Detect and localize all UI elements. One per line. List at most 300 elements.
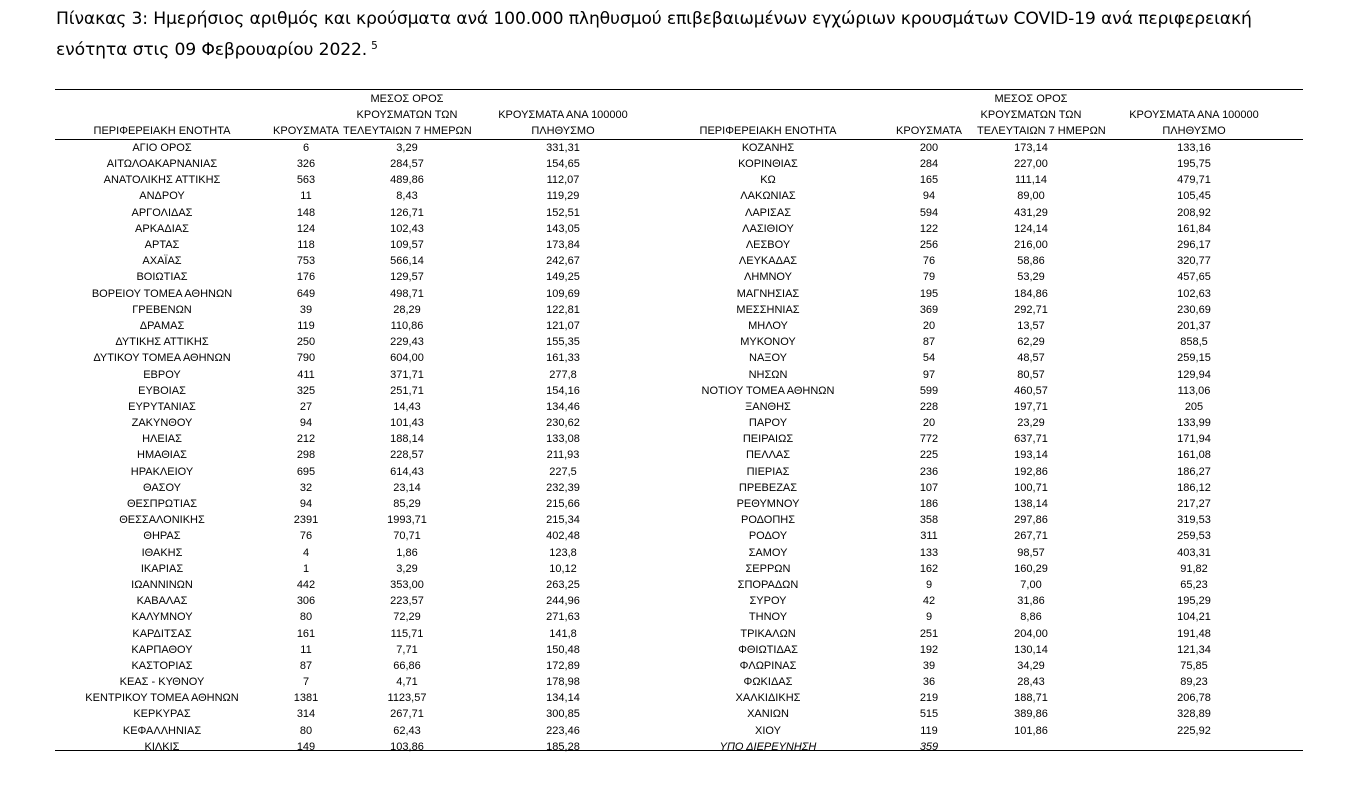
cases-cell: 359 (919, 740, 939, 753)
region-cell: ΘΑΣΟΥ (142, 481, 182, 494)
avg-7-days-cell: 124,14 (1014, 222, 1048, 235)
region-cell: ΜΗΛΟΥ (748, 319, 788, 332)
cases-cell: 133 (919, 546, 939, 559)
region-cell: ΚΟΖΑΝΗΣ (741, 142, 795, 154)
table-row (55, 609, 1303, 625)
cases-cell: 186 (919, 498, 939, 511)
cases-cell: 165 (919, 174, 939, 187)
table-top-rule (55, 89, 1303, 90)
table-row (55, 302, 1303, 318)
cases-cell: 87 (299, 659, 313, 672)
table-row (55, 593, 1303, 609)
avg-7-days-cell: 216,00 (1014, 239, 1048, 252)
per-100k-cell: 259,15 (1177, 352, 1211, 365)
region-cell: ΑΓΙΟ ΟΡΟΣ (132, 142, 192, 154)
region-cell: ΜΑΓΝΗΣΙΑΣ (736, 287, 800, 300)
avg-7-days-cell: 101,86 (1014, 724, 1048, 737)
region-cell: ΘΕΣΣΑΛΟΝΙΚΗΣ (119, 514, 205, 527)
per-100k-cell: 89,23 (1180, 676, 1208, 689)
cases-cell: 2391 (293, 514, 319, 527)
per-100k-cell: 230,62 (546, 417, 580, 430)
cases-cell: 76 (922, 255, 936, 268)
cases-cell: 1381 (293, 692, 319, 705)
per-100k-cell: 178,98 (546, 676, 580, 689)
table-row (55, 496, 1303, 512)
per-100k-cell: 143,05 (546, 222, 580, 235)
table-row (55, 399, 1303, 415)
avg-7-days-cell: 173,14 (1014, 142, 1048, 154)
cases-cell: 236 (919, 465, 939, 478)
region-cell: ΑΝΑΤΟΛΙΚΗΣ ΑΤΤΙΚΗΣ (103, 174, 221, 187)
table-row (55, 447, 1303, 463)
cases-cell: 20 (922, 319, 936, 332)
per-100k-cell: 161,84 (1177, 222, 1211, 235)
header-cases: ΚΡΟΥΣΜΑΤΑ (269, 91, 343, 140)
table-row (55, 140, 1303, 157)
region-cell: ΤΡΙΚΑΛΩΝ (740, 627, 796, 640)
cases-cell: 306 (296, 595, 316, 608)
cases-cell: 314 (296, 708, 316, 721)
avg-7-days-cell: 297,86 (1014, 514, 1048, 527)
region-cell: ΘΕΣΠΡΩΤΙΑΣ (126, 498, 198, 511)
per-100k-cell: 195,29 (1177, 595, 1211, 608)
avg-7-days-cell: 103,86 (390, 740, 424, 753)
cases-cell: 228 (919, 400, 939, 413)
per-100k-cell: 211,93 (546, 449, 580, 462)
table-bottom-rule (55, 750, 1303, 751)
table-row (55, 156, 1303, 172)
region-cell: ΧΙΟΥ (755, 724, 781, 737)
cases-cell: 107 (919, 481, 939, 494)
region-cell: ΛΑΣΙΘΙΟΥ (742, 222, 794, 235)
region-cell: ΣΑΜΟΥ (748, 546, 788, 559)
cases-cell: 256 (919, 239, 939, 252)
per-100k-cell: 109,69 (546, 287, 580, 300)
per-100k-cell: 171,94 (1177, 433, 1211, 446)
region-cell: ΕΒΡΟΥ (143, 368, 181, 381)
cases-cell: 411 (297, 368, 315, 381)
table-row (55, 561, 1303, 577)
region-cell: ΠΑΡΟΥ (748, 417, 788, 430)
table-row (55, 431, 1303, 447)
cases-cell: 192 (919, 643, 939, 656)
region-cell: ΙΚΑΡΙΑΣ (140, 562, 184, 575)
cases-cell: 80 (299, 611, 313, 624)
avg-7-days-cell: 4,71 (396, 676, 418, 689)
per-100k-cell: 205 (1184, 400, 1204, 413)
avg-7-days-cell: 34,29 (1017, 659, 1045, 672)
table-row (55, 237, 1303, 253)
avg-7-days-cell: 566,14 (390, 255, 424, 268)
cases-cell: 148 (296, 206, 316, 219)
per-100k-cell: 320,77 (1177, 255, 1211, 268)
cases-cell: 11 (300, 190, 312, 203)
cases-cell: 94 (299, 498, 313, 511)
avg-7-days-cell: 460,57 (1014, 384, 1048, 397)
avg-7-days-cell: 371,71 (390, 368, 424, 381)
region-cell: ΤΗΝΟΥ (748, 611, 788, 624)
region-cell: ΣΥΡΟΥ (749, 595, 787, 608)
per-100k-cell: 102,63 (1177, 287, 1211, 300)
cases-cell: 161 (296, 627, 316, 640)
region-cell: ΡΟΔΟΥ (748, 530, 788, 543)
per-100k-cell: 259,53 (1177, 530, 1211, 543)
per-100k-cell: 149,25 (546, 271, 580, 284)
cases-cell: 7 (302, 676, 310, 689)
region-cell: ΕΥΒΟΙΑΣ (138, 384, 186, 397)
region-cell: ΚΕΑΣ - ΚΥΘΝΟΥ (119, 676, 205, 689)
region-cell: ΜΕΣΣΗΝΙΑΣ (736, 303, 800, 316)
table-row (55, 642, 1303, 658)
cases-cell: 42 (922, 595, 936, 608)
region-cell: ΕΥΡΥΤΑΝΙΑΣ (128, 400, 196, 413)
region-cell: ΑΡΚΑΔΙΑΣ (135, 222, 189, 235)
per-100k-cell: 206,78 (1177, 692, 1211, 705)
per-100k-cell: 133,08 (546, 433, 580, 446)
per-100k-cell (1085, 739, 1303, 755)
region-cell: ΣΕΡΡΩΝ (745, 562, 791, 575)
avg-7-days-cell: 3,29 (396, 142, 418, 154)
avg-7-days-cell: 160,29 (1014, 562, 1048, 575)
avg-7-days-cell: 197,71 (1014, 400, 1048, 413)
per-100k-cell: 215,66 (546, 498, 580, 511)
per-100k-cell: 227,5 (549, 465, 577, 478)
avg-7-days-cell: 353,00 (390, 578, 424, 591)
table-row (55, 205, 1303, 221)
avg-7-days-cell (977, 739, 1085, 755)
table-row (55, 690, 1303, 706)
avg-7-days-cell: 284,57 (390, 158, 424, 171)
table-row (55, 512, 1303, 528)
per-100k-cell: 195,75 (1177, 158, 1211, 171)
per-100k-cell: 123,8 (549, 546, 577, 559)
table-row (55, 253, 1303, 269)
cases-cell: 94 (922, 190, 936, 203)
region-cell: ΠΡΕΒΕΖΑΣ (738, 481, 798, 494)
avg-7-days-cell: 138,14 (1014, 498, 1048, 511)
table-row (55, 286, 1303, 302)
avg-7-days-cell: 110,86 (390, 319, 424, 332)
per-100k-cell: 161,33 (546, 352, 580, 365)
avg-7-days-cell: 23,14 (393, 481, 421, 494)
cases-cell: 298 (296, 449, 316, 462)
per-100k-cell: 186,12 (1177, 481, 1211, 494)
region-cell: ΜΥΚΟΝΟΥ (740, 336, 796, 349)
avg-7-days-cell: 227,00 (1014, 158, 1048, 171)
region-cell: ΦΘΙΩΤΙΔΑΣ (738, 643, 798, 656)
table-row (55, 545, 1303, 561)
avg-7-days-cell: 267,71 (390, 708, 424, 721)
per-100k-cell: 858,5 (1180, 336, 1208, 349)
avg-7-days-cell: 228,57 (390, 449, 424, 462)
avg-7-days-cell: 80,57 (1017, 368, 1045, 381)
region-cell: ΑΡΤΑΣ (144, 239, 180, 252)
covid-cases-table (55, 91, 1303, 755)
cases-cell: 753 (296, 255, 316, 268)
header-per-100k: ΚΡΟΥΣΜΑΤΑ ΑΝΑ 100000 ΠΛΗΘΥΣΜΟ (471, 91, 655, 140)
header-avg-7-days: ΜΕΣΟΣ ΟΡΟΣ ΚΡΟΥΣΜΑΤΩΝ ΤΩΝ ΤΕΛΕΥΤΑΙΩΝ 7 ΗΜΕΡΩΝ (343, 91, 471, 140)
per-100k-cell: 10,12 (549, 562, 577, 575)
per-100k-cell: 225,92 (1177, 724, 1211, 737)
per-100k-cell: 217,27 (1177, 498, 1211, 511)
per-100k-cell: 242,67 (546, 255, 580, 268)
avg-7-days-cell: 204,00 (1014, 627, 1048, 640)
table-body (55, 140, 1303, 755)
cases-cell: 251 (919, 627, 939, 640)
region-cell: ΔΥΤΙΚΟΥ ΤΟΜΕΑ ΑΘΗΝΩΝ (93, 352, 231, 365)
avg-7-days-cell: 109,57 (390, 239, 424, 252)
per-100k-cell: 331,31 (546, 142, 580, 154)
table-row (55, 658, 1303, 674)
cases-cell: 4 (302, 546, 310, 559)
region-cell: ΥΠΟ ΔΙΕΡΕΥΝΗΣΗ (719, 740, 817, 753)
cases-cell: 772 (919, 433, 939, 446)
footnote-marker[interactable]: 5 (371, 40, 378, 52)
region-cell: ΚΟΡΙΝΘΙΑΣ (738, 158, 798, 171)
per-100k-cell: 223,46 (546, 724, 580, 737)
per-100k-cell: 232,39 (546, 481, 580, 494)
cases-cell: 212 (296, 433, 316, 446)
avg-7-days-cell: 62,29 (1017, 336, 1045, 349)
cases-cell: 599 (919, 384, 939, 397)
cases-cell: 79 (922, 271, 936, 284)
per-100k-cell: 121,07 (546, 319, 580, 332)
region-cell: ΓΡΕΒΕΝΩΝ (132, 303, 192, 316)
table-row (55, 172, 1303, 188)
per-100k-cell: 191,48 (1177, 627, 1211, 640)
avg-7-days-cell: 53,29 (1017, 271, 1045, 284)
region-cell: ΖΑΚΥΝΘΟΥ (131, 417, 193, 430)
cases-cell: 54 (922, 352, 936, 365)
per-100k-cell: 403,31 (1177, 546, 1211, 559)
avg-7-days-cell: 184,86 (1014, 287, 1048, 300)
region-cell: ΗΛΕΙΑΣ (142, 433, 182, 446)
region-cell: ΙΩΑΝΝΙΝΩΝ (131, 578, 193, 591)
region-cell: ΚΙΛΚΙΣ (144, 740, 180, 753)
table-caption (56, 4, 1306, 66)
table-row (55, 350, 1303, 366)
avg-7-days-cell: 28,29 (393, 303, 421, 316)
avg-7-days-cell: 72,29 (393, 611, 421, 624)
avg-7-days-cell: 85,29 (393, 498, 421, 511)
per-100k-cell: 319,53 (1177, 514, 1211, 527)
cases-cell: 442 (296, 578, 316, 591)
avg-7-days-cell: 13,57 (1017, 319, 1045, 332)
table-row (55, 188, 1303, 204)
avg-7-days-cell: 637,71 (1014, 433, 1048, 446)
avg-7-days-cell: 389,86 (1014, 708, 1048, 721)
avg-7-days-cell: 66,86 (393, 659, 421, 672)
region-cell: ΘΗΡΑΣ (143, 530, 181, 543)
avg-7-days-cell: 89,00 (1017, 190, 1045, 203)
avg-7-days-cell: 23,29 (1017, 417, 1045, 430)
cases-cell: 119 (297, 319, 315, 332)
cases-cell: 594 (919, 206, 939, 219)
region-cell: ΦΩΚΙΔΑΣ (743, 676, 793, 689)
avg-7-days-cell: 292,71 (1014, 303, 1048, 316)
per-100k-cell: 244,96 (546, 595, 580, 608)
cases-cell: 118 (297, 239, 315, 252)
region-cell: ΛΕΥΚΑΔΑΣ (738, 255, 798, 268)
avg-7-days-cell: 102,43 (390, 222, 424, 235)
avg-7-days-cell: 14,43 (393, 400, 421, 413)
cases-cell: 76 (299, 530, 313, 543)
region-cell: ΔΡΑΜΑΣ (139, 319, 185, 332)
per-100k-cell: 91,82 (1180, 562, 1208, 575)
cases-cell: 326 (296, 158, 316, 171)
avg-7-days-cell: 431,29 (1014, 206, 1048, 219)
avg-7-days-cell: 28,43 (1017, 676, 1045, 689)
per-100k-cell: 263,25 (546, 578, 580, 591)
region-cell: ΚΑΒΑΛΑΣ (136, 595, 188, 608)
cases-cell: 325 (296, 384, 316, 397)
region-cell: ΒΟΡΕΙΟΥ ΤΟΜΕΑ ΑΘΗΝΩΝ (91, 287, 233, 300)
cases-cell: 195 (919, 287, 939, 300)
region-cell: ΗΜΑΘΙΑΣ (137, 449, 187, 462)
region-cell: ΛΕΣΒΟΥ (745, 239, 791, 252)
caption-text: Πίνακας 3: Ημερήσιος αριθμός και κρούσματα ανά 100.000 πληθυσμού επιβεβαιωμένων εγχώριων κρουσμάτων COVID-19 ανά περιφερειακή ενότητα στις 09 Φεβρουαρίου 2022. (56, 9, 1252, 60)
per-100k-cell: 271,63 (546, 611, 580, 624)
avg-7-days-cell: 7,00 (1020, 578, 1042, 591)
per-100k-cell: 112,07 (546, 174, 580, 187)
cases-cell: 124 (296, 222, 316, 235)
avg-7-days-cell: 8,86 (1020, 611, 1042, 624)
avg-7-days-cell: 58,86 (1017, 255, 1045, 268)
cases-cell: 20 (922, 417, 936, 430)
per-100k-cell: 104,21 (1177, 611, 1211, 624)
region-cell: ΝΗΣΩΝ (748, 368, 788, 381)
per-100k-cell: 129,94 (1177, 368, 1211, 381)
avg-7-days-cell: 111,14 (1014, 174, 1047, 187)
cases-cell: 119 (920, 724, 938, 737)
avg-7-days-cell: 7,71 (396, 643, 418, 656)
cases-cell: 36 (922, 676, 936, 689)
avg-7-days-cell: 188,14 (390, 433, 424, 446)
cases-cell: 94 (299, 417, 313, 430)
cases-cell: 250 (296, 336, 316, 349)
table-row (55, 464, 1303, 480)
region-cell: ΔΥΤΙΚΗΣ ΑΤΤΙΚΗΣ (115, 336, 209, 349)
avg-7-days-cell: 267,71 (1014, 530, 1048, 543)
avg-7-days-cell: 614,43 (390, 465, 424, 478)
cases-cell: 122 (919, 222, 939, 235)
per-100k-cell: 75,85 (1180, 659, 1208, 672)
cases-cell: 162 (919, 562, 939, 575)
region-cell: ΑΧΑΪΑΣ (142, 255, 182, 268)
per-100k-cell: 141,8 (549, 627, 577, 640)
region-cell: ΞΑΝΘΗΣ (745, 400, 791, 413)
region-cell: ΚΕΦΑΛΛΗΝΙΑΣ (122, 724, 202, 737)
avg-7-days-cell: 130,14 (1014, 643, 1048, 656)
table-row (55, 625, 1303, 641)
per-100k-cell: 300,85 (546, 708, 580, 721)
region-cell: ΡΟΔΟΠΗΣ (740, 514, 796, 527)
region-cell: ΝΑΞΟΥ (749, 352, 787, 365)
per-100k-cell: 133,99 (1177, 417, 1211, 430)
avg-7-days-cell: 98,57 (1017, 546, 1045, 559)
region-cell: ΠΕΙΡΑΙΩΣ (742, 433, 794, 446)
cases-cell: 284 (919, 158, 939, 171)
per-100k-cell: 150,48 (546, 643, 580, 656)
per-100k-cell: 296,17 (1177, 239, 1211, 252)
cases-cell: 358 (919, 514, 939, 527)
cases-cell: 9 (925, 611, 933, 624)
avg-7-days-cell: 223,57 (390, 595, 424, 608)
per-100k-cell: 328,89 (1177, 708, 1211, 721)
cases-cell: 200 (919, 142, 939, 154)
table-row (55, 674, 1303, 690)
region-cell: ΚΕΝΤΡΙΚΟΥ ΤΟΜΕΑ ΑΘΗΝΩΝ (85, 692, 239, 705)
cases-cell: 39 (299, 303, 313, 316)
cases-cell: 97 (922, 368, 936, 381)
table-row (55, 221, 1303, 237)
avg-7-days-cell: 129,57 (390, 271, 424, 284)
table-row (55, 723, 1303, 739)
region-cell: ΗΡΑΚΛΕΙΟΥ (130, 465, 194, 478)
cases-cell: 27 (299, 400, 313, 413)
per-100k-cell: 186,27 (1177, 465, 1211, 478)
cases-cell: 311 (920, 530, 938, 543)
avg-7-days-cell: 126,71 (390, 206, 424, 219)
avg-7-days-cell: 115,71 (390, 627, 424, 640)
region-cell: ΑΝΔΡΟΥ (139, 190, 185, 203)
per-100k-cell: 161,08 (1177, 449, 1211, 462)
table-row (55, 480, 1303, 496)
region-cell: ΑΡΓΟΛΙΔΑΣ (131, 206, 193, 219)
avg-7-days-cell: 498,71 (390, 287, 424, 300)
table-row (55, 269, 1303, 285)
avg-7-days-cell: 1993,71 (387, 514, 427, 527)
region-cell: ΒΟΙΩΤΙΑΣ (136, 271, 188, 284)
region-cell: ΛΑΡΙΣΑΣ (744, 206, 791, 219)
cases-cell: 563 (296, 174, 316, 187)
region-cell: ΠΕΛΛΑΣ (745, 449, 791, 462)
cases-cell: 87 (922, 336, 936, 349)
per-100k-cell: 119,29 (546, 190, 580, 203)
table-row (55, 706, 1303, 722)
table-row (55, 334, 1303, 350)
per-100k-cell: 208,92 (1177, 206, 1211, 219)
avg-7-days-cell: 489,86 (390, 174, 424, 187)
header-cases: ΚΡΟΥΣΜΑΤΑ (881, 91, 977, 140)
avg-7-days-cell: 1123,57 (387, 692, 427, 705)
avg-7-days-cell: 192,86 (1014, 465, 1048, 478)
region-cell: ΦΛΩΡΙΝΑΣ (739, 659, 797, 672)
per-100k-cell: 215,34 (546, 514, 580, 527)
per-100k-cell: 155,35 (546, 336, 580, 349)
per-100k-cell: 277,8 (549, 368, 577, 381)
cases-cell: 9 (925, 578, 933, 591)
per-100k-cell: 172,89 (546, 659, 580, 672)
header-region: ΠΕΡΙΦΕΡΕΙΑΚΗ ΕΝΟΤΗΤΑ (655, 91, 881, 140)
per-100k-cell: 154,65 (546, 158, 580, 171)
avg-7-days-cell: 3,29 (396, 562, 418, 575)
region-cell: ΣΠΟΡΑΔΩΝ (737, 578, 799, 591)
header-per-100k: ΚΡΟΥΣΜΑΤΑ ΑΝΑ 100000 ΠΛΗΘΥΣΜΟ (1085, 91, 1303, 140)
per-100k-cell: 402,48 (546, 530, 580, 543)
per-100k-cell: 133,16 (1177, 142, 1211, 154)
avg-7-days-cell: 31,86 (1017, 595, 1045, 608)
cases-cell: 649 (296, 287, 316, 300)
avg-7-days-cell: 251,71 (390, 384, 424, 397)
avg-7-days-cell: 188,71 (1014, 692, 1048, 705)
cases-cell: 695 (296, 465, 316, 478)
cases-cell: 149 (296, 740, 316, 753)
per-100k-cell: 230,69 (1177, 303, 1211, 316)
per-100k-cell: 134,14 (546, 692, 580, 705)
cases-cell: 1 (302, 562, 310, 575)
region-cell: ΚΑΛΥΜΝΟΥ (131, 611, 193, 624)
